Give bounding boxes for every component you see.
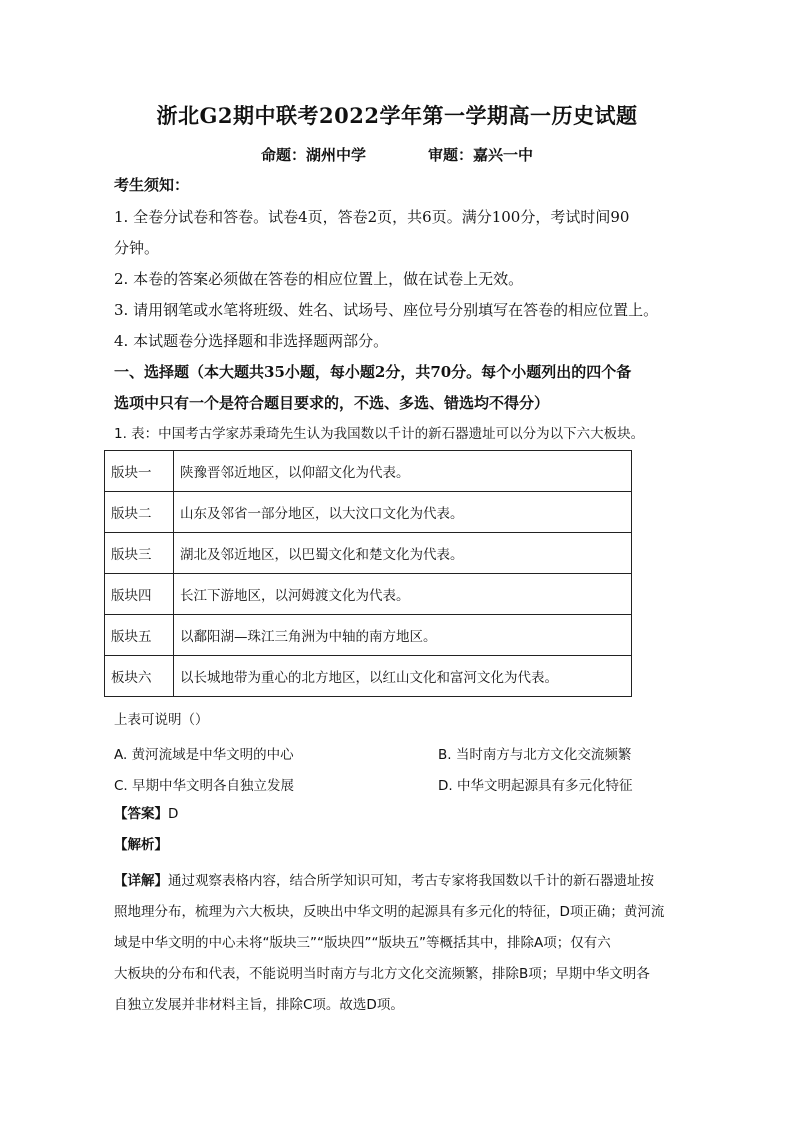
exam-credits [0,144,794,165]
table-cell-name: 版块二 [105,492,174,533]
notice-item: 3. 请用钢笔或水笔将班级、姓名、试场号、座位号分别填写在答卷的相应位置上。 [114,301,659,319]
table-row [105,574,632,615]
detail-line: 大板块的分布和代表，不能说明当时南方与北方文化交流频繁，排除B项；早期中华文明各 [114,966,650,982]
notice-item: 分钟。 [114,239,160,257]
option-a: A. 黄河流域是中华文明的中心 [114,747,294,763]
section-heading-line2: 选项中只有一个是符合题目要求的，不选、多选、错选均不得分） [114,394,550,412]
notice-item: 1. 全卷分试卷和答卷。试卷4页，答卷2页，共6页。满分100分，考试时间90 [114,208,630,226]
table-row [105,656,632,697]
table-cell-name: 版块五 [105,615,174,656]
region-table [104,450,632,697]
table-row [105,492,632,533]
setter-label: 命题：湖州中学 [260,146,366,164]
table-cell-name: 版块四 [105,574,174,615]
option-c: C. 早期中华文明各自独立发展 [114,778,295,794]
table-cell-desc: 湖北及邻近地区，以巴蜀文化和楚文化为代表。 [174,533,632,574]
table-cell-desc: 以鄱阳湖—珠江三角洲为中轴的南方地区。 [174,615,632,656]
table-cell-desc: 长江下游地区，以河姆渡文化为代表。 [174,574,632,615]
answer-line [114,806,178,822]
answer-tag: 【答案】 [114,806,168,822]
table-cell-name: 板块六 [105,656,174,697]
reviewer-label: 审题：嘉兴一中 [428,146,534,164]
notice-item: 4. 本试题卷分选择题和非选择题两部分。 [114,332,389,350]
detail-tag: 【详解】 [114,873,168,889]
detail-line: 域是中华文明的中心未将“版块三”“版块四”“版块五”等概括其中，排除A项；仅有六 [114,935,611,951]
table-cell-name: 版块一 [105,451,174,492]
question-prompt: 上表可说明（） [114,712,209,728]
table-cell-desc: 陕豫晋邻近地区，以仰韶文化为代表。 [174,451,632,492]
section-heading-line1: 一、选择题（本大题共35小题，每小题2分，共70分。每个小题列出的四个备 [114,363,632,381]
option-b: B. 当时南方与北方文化交流频繁 [438,747,632,763]
table-row [105,615,632,656]
option-d: D. 中华文明起源具有多元化特征 [438,778,633,794]
table-row [105,451,632,492]
detail-line: 自独立发展并非材料主旨，排除C项。故选D项。 [114,997,404,1013]
analysis-tag: 【解析】 [114,837,168,853]
answer-value: D [168,806,179,822]
notice-item: 2. 本卷的答案必须做在答卷的相应位置上，做在试卷上无效。 [114,270,524,288]
table-cell-desc: 以长城地带为重心的北方地区，以红山文化和富河文化为代表。 [174,656,632,697]
table-cell-name: 版块三 [105,533,174,574]
exam-title: 浙北G2期中联考2022学年第一学期高一历史试题 [156,103,638,128]
question-stem: 1. 表：中国考古学家苏秉琦先生认为我国数以千计的新石器遗址可以分为以下六大板块。 [114,426,645,442]
notice-heading: 考生须知： [114,176,190,194]
detail-line: 照地理分布，梳理为六大板块，反映出中华文明的起源具有多元化的特征，D项正确；黄河流 [114,904,665,920]
table-cell-desc: 山东及邻省一部分地区，以大汶口文化为代表。 [174,492,632,533]
table-row [105,533,632,574]
detail-text: 通过观察表格内容，结合所学知识可知，考古专家将我国数以千计的新石器遗址按 [168,873,654,889]
detail-line [114,869,684,889]
